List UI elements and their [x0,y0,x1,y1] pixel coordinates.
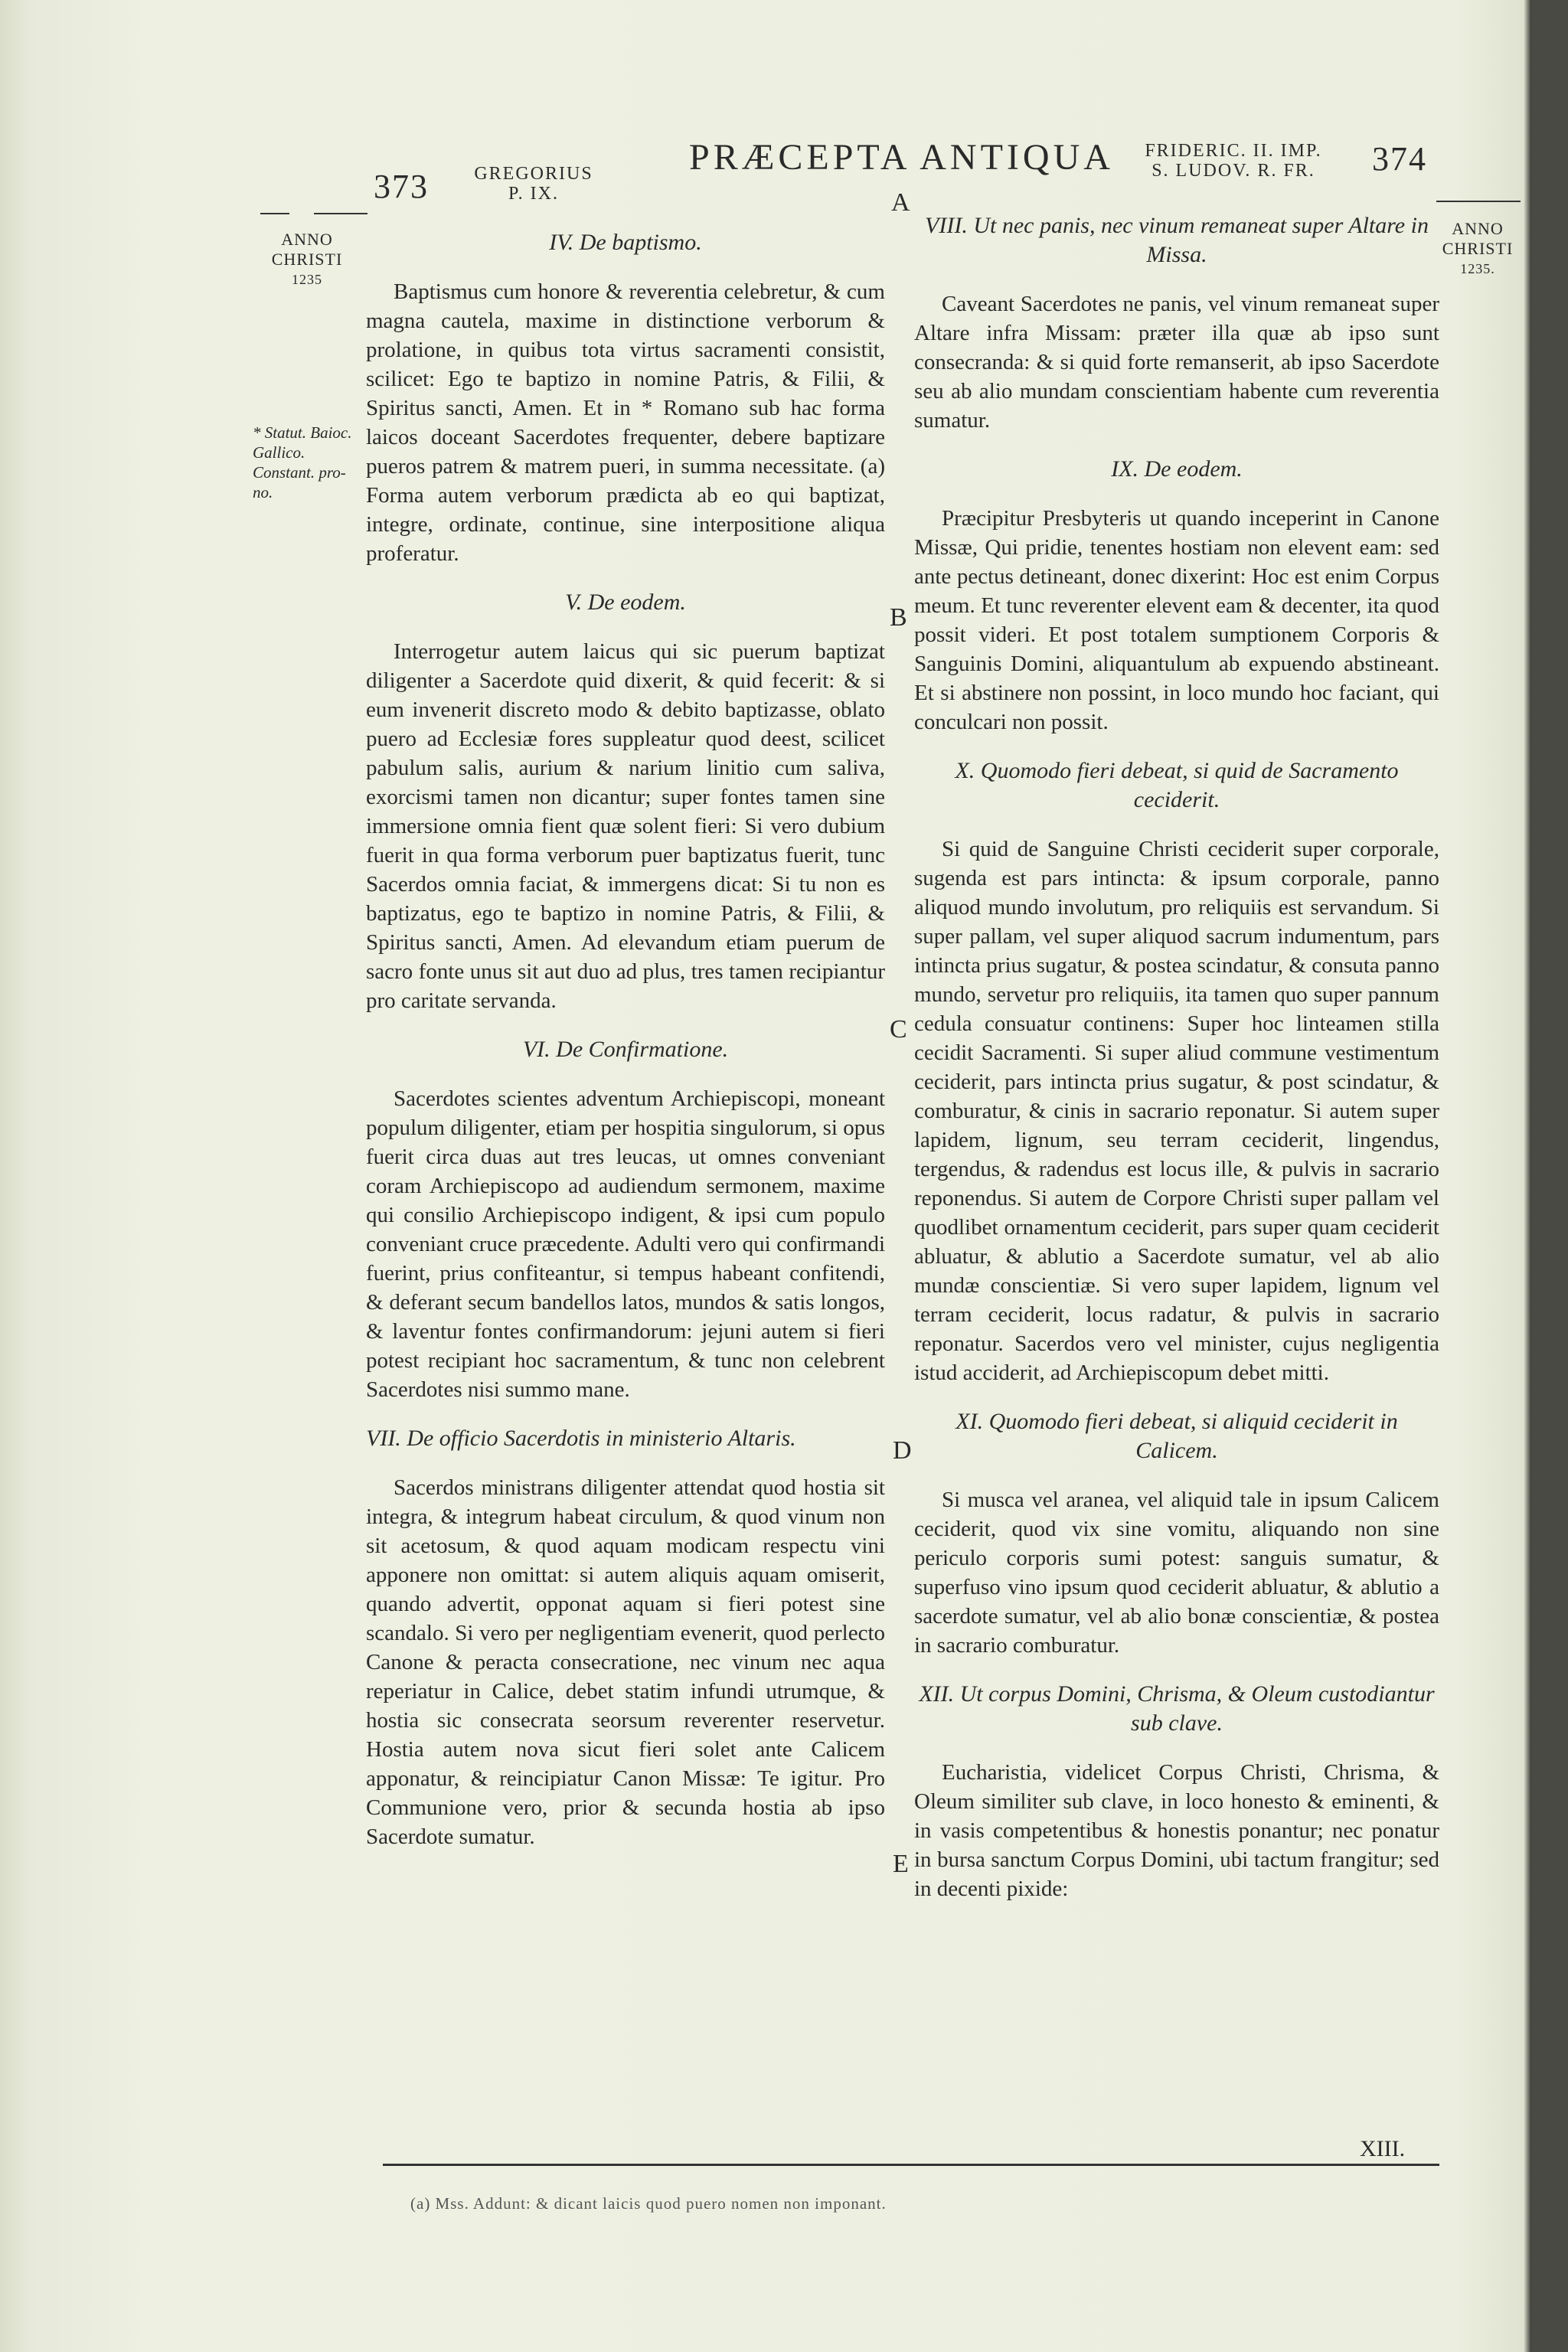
footnote: (a) Mss. Addunt: & dicant laicis quod puero nomen non imponant. [410,2194,887,2213]
ruler-header [1138,141,1329,181]
christi-label: CHRISTI [271,250,343,269]
margin-rule-right [1436,201,1521,202]
paragraph-viii: Caveant Sacerdotes ne panis, vel vinum remaneat super Altare infra Missam: præter illa quæ ab ipso sunt consecranda: & si quid forte remanserit, ab ipso Sacerdote seu ab alio mundam conscientiam habente cum reverentia sumatur. [914,292,1439,433]
year-label: 1235. [1460,261,1495,276]
margin-note: * Statut. Baioc. Gallico. Constant. pro-no. [253,423,352,501]
paragraph-vi: Sacerdotes scientes adventum Archiepiscopi, moneant populum diligenter, etiam per hospitia singulorum, si opus fuerit circa duas aut tres leucas, ut omnes conveniant coram Archiepiscopo ad audiendum sermonem, maxime qui consilio Archiepiscopo indigent, & ipsi cum populo conveniant cruce præcedente. Adulti vero qui confirmandi fuerint, prius confiteantur, si tempus habeant confitendi, & deferant secum bandellos latos, mundos & satis longos, & laventur fontes confirmandorum: jejuni autem si fieri potest recipiant hoc sacramentum, & tunc non celebrent Sacerdotes nisi summo mane. [366,1086,885,1402]
margin-rule-left-a [260,213,289,214]
section-letter-a: A [891,188,910,217]
ruler-line-2: S. LUDOV. R. FR. [1152,161,1315,181]
left-column [366,222,885,1851]
christi-label: CHRISTI [1442,239,1514,258]
paragraph-v: Interrogetur autem laicus qui sic puerum baptizat diligenter a Sacerdote quid dixerit, & quid fecerit: & si eum invenerit discreto modo & debito baptizasse, oblato puero ad Ecclesiæ fores suppleatur quod deest, scilicet pabulum salis, aurium & narium linitio cum saliva, exorcismi tamen non dicantur; super fontes tamen sine immersione omnia fient quæ solent fieri: Si vero dubium fuerit in qua forma verborum puer baptizatus fuerit, tunc Sacerdos omnia faciat, & immergens dicat: Si tu non es baptizatus, ego te baptizo in nomine Patris, & Filii, & Spiritus sancti, Amen. Ad elevandum etiam puerum de sacro fonte unus sit aut duo ad plus, tres tamen recipiantur pro caritate servanda. [366,639,885,1013]
section-letter-c: C [890,1015,907,1044]
page-number-left: 373 [374,168,429,205]
catchword: XIII. [1360,2136,1406,2161]
page-number-right: 374 [1372,140,1427,178]
heading-viii: VIII. Ut nec panis, nec vinum remaneat super Altare in Missa. [925,213,1429,267]
heading-xii: XII. Ut corpus Domini, Chrisma, & Oleum custodiantur sub clave. [919,1681,1435,1736]
author-line-1: GREGORIUS [474,164,593,184]
paragraph-x: Si quid de Sanguine Christi ceciderit super corporale, sugenda est pars intincta: & ipsum corporale, panno aliquod mundo involutum, pro reliquiis est servandum. Si super pallam, vel super aliquod sacrum indumentum, pars intincta prius sugatur, & postea scindatur, & consuta panno mundo, servetur pro reliquiis, ita tamen quo super pannum cedula consuatur continens: Super hoc linteamen stilla cecidit Sacramenti. Si super aliud commune vestimentum ceciderit, pars intincta prius sugatur, & post scindatur, & comburatur, & cinis in sacrario reponatur. Si autem super lapidem, lignum, seu terram ceciderit, lingendus, tergendus, & radendus est locus ille, & pulvis in sacrario reponendus. Si autem de Corpore Christi super pallam vel quodlibet ornamentum ceciderit, pars super quam ceciderit abluatur, & ablutio a Sacerdote sumatur, vel ab alio mundæ conscientiæ. Si vero super lapidem, lignum vel terram ceciderit, locus radatur, & pulvis in sacrario reponatur. Sacerdos vero vel minister, cujus negligentia istud acciderit, ad Archiepiscopum debet mitti. [914,837,1439,1385]
heading-ix: IX. De eodem. [1111,456,1243,482]
paragraph-xii: Eucharistia, videlicet Corpus Christi, Chrisma, & Oleum similiter sub clave, in loco honesto & eminenti, & in vasis competentibus & honestis ponantur; nec ponatur in bursa sanctum Corpus Domini, ubi tactum frangitur; sed in decenti pixide: [914,1760,1439,1901]
margin-rule-left-b [314,213,368,214]
anno-label: ANNO [281,230,333,249]
section-letter-b: B [890,603,907,632]
heading-x: X. Quomodo fieri debeat, si quid de Sacramento ceciderit. [955,758,1399,812]
margin-year-right [1432,219,1524,279]
heading-iv: IV. De baptismo. [549,230,702,255]
paragraph-vii: Sacerdos ministrans diligenter attendat quod hostia sit integra, & integrum habeat circulum, & quod vinum non sit acetosum, & quod aquam modicam respectu vini apponere non omittat: si autem aliquis aquam omiserit, quando advertit, opponat aquam si fieri potest sine scandalo. Si vero per negligentiam evenerit, quod perlecto Canone & peracta consecratione, nec vinum nec aqua reperiatur in Calice, debet statim infundi utrumque, & hostia sic consecrata seorsum reverenter reservetur. Hostia autem nova sicut fieri solet ante Calicem apponatur, & reincipiatur Canon Missæ: Te igitur. Pro Communione vero, prior & secunda hostia ab ipso Sacerdote sumatur. [366,1475,885,1849]
page-title: PRÆCEPTA ANTIQUA [689,137,1114,178]
section-letter-e: E [893,1850,909,1878]
year-label: 1235 [292,272,322,287]
section-letter-d: D [893,1436,912,1465]
paragraph-ix: Præcipitur Presbyteris ut quando inceperint in Canone Missæ, Qui pridie, tenentes hostiam non elevent eam: sed ante pectus detineant, donec dixerint: Hoc est enim Corpus meum. Et tunc reverenter elevent eam & decenter, ita quod possit videri. Et post totalem sumptionem Corporis & Sanguinis Domini, aliquantulum ab expuendo abstineant. Et si abstinere non possint, in loco mundo hoc faciant, qui conculcari non possit. [914,506,1439,734]
facing-page-edge [1531,0,1568,2352]
margin-year-left [250,230,364,289]
heading-v: V. De eodem. [565,590,686,615]
footnote-rule [383,2164,1439,2166]
right-column [914,207,1439,1903]
author-line-2: P. IX. [508,184,559,204]
ruler-line-1: FRIDERIC. II. IMP. [1145,141,1322,161]
heading-xi: XI. Quomodo fieri debeat, si aliquid ceciderit in Calicem. [956,1409,1398,1463]
paragraph-iv: Baptismus cum honore & reverentia celebretur, & cum magna cautela, maxime in distinctione verborum & prolatione, in quibus tota virtus sacramenti consistit, scilicet: Ego te baptizo in nomine Patris, & Filii, & Spiritus sancti, Amen. Et in * Romano sub hac forma laicos doceant Sacerdotes frequenter, debere baptizare pueros patrem & matrem pueri, in summa necessitate. (a) Forma autem verborum prædicta ab eo qui baptizat, integre, ordinate, continue, sine interpositione aliqua proferatur. [366,279,885,566]
anno-label: ANNO [1452,219,1504,238]
paragraph-xi: Si musca vel aranea, vel aliquid tale in ipsum Calicem ceciderit, quod vix sine vomitu, aliquando non sine periculo corporis sumi potest: sanguis sumatur, & superfuso vino ipsum quod ceciderit abluatur, & ablutio a sacerdote sumatur, vel ab alio bonæ conscientiæ, & postea in sacrario comburatur. [914,1488,1439,1658]
heading-vi: VI. De Confirmatione. [522,1037,729,1062]
heading-vii: VII. De officio Sacerdotis in ministerio Altaris. [366,1426,796,1451]
author-header [469,164,599,204]
